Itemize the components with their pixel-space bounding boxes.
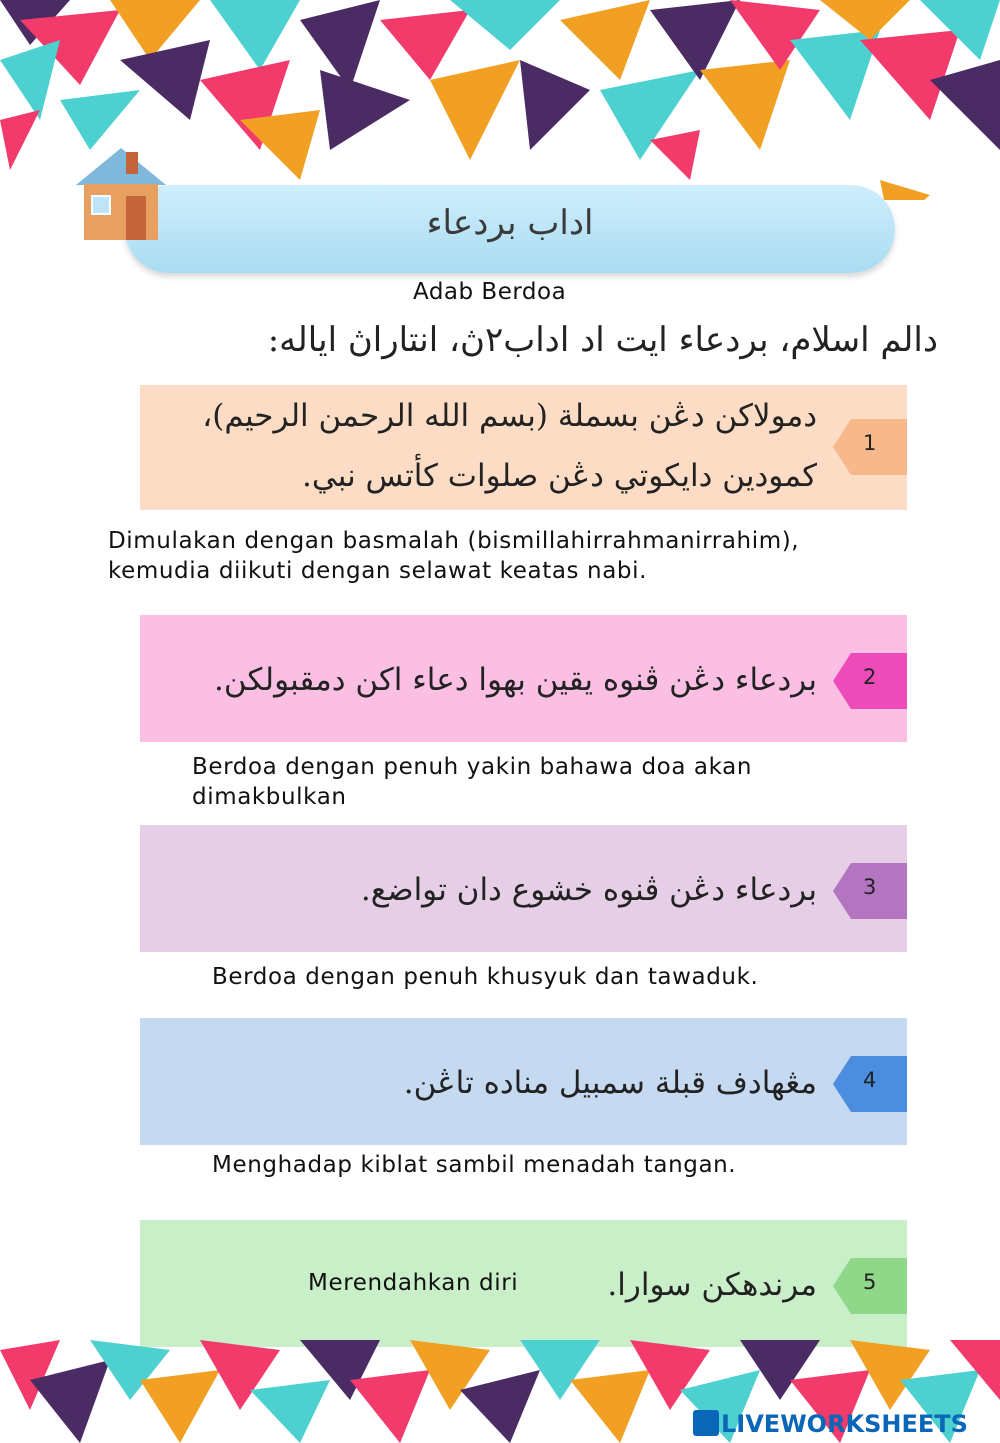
house-icon (66, 140, 176, 245)
item-1-number: 1 (863, 431, 877, 455)
item-3-translation: Berdoa dengan penuh khusyuk dan tawaduk. (212, 964, 759, 990)
item-5-translation: Merendahkan diri (308, 1270, 519, 1296)
item-2-jawi: بردعاء دڠن ڤنوه يقين بهوا دعاء اكن دمقبولكن. (214, 662, 817, 698)
item-2-translation-line1: Berdoa dengan penuh yakin bahawa doa akan (192, 754, 753, 780)
intro-text-jawi: دالم اسلام، بردعاء ايت اد اداب٢ڽ، انتاراڽ اياله: (267, 320, 938, 360)
liveworksheets-logo-icon (693, 1410, 719, 1436)
item-panel-4 (140, 1018, 907, 1145)
item-1-jawi-line1: دمولاكن دڠن بسملة (بسم الله الرحمن الرحيم)، (202, 398, 817, 434)
item-panel-3 (140, 825, 907, 952)
item-2-number-tag (833, 653, 907, 709)
item-4-jawi: مڠهادف قبلة سمبيل مناده تاڠن. (403, 1065, 817, 1101)
item-2-translation-line2: dimakbulkan (192, 784, 347, 810)
item-panel-5 (140, 1220, 907, 1347)
liveworksheets-watermark (693, 1410, 968, 1438)
item-4-number-tag (833, 1056, 907, 1112)
item-5-number-tag (833, 1258, 907, 1314)
item-5-number: 5 (863, 1270, 877, 1294)
item-3-number: 3 (863, 875, 877, 899)
page-title-jawi: اداب بردعاء (426, 203, 594, 243)
item-panel-2 (140, 615, 907, 742)
item-4-translation: Menghadap kiblat sambil menadah tangan. (212, 1152, 737, 1178)
title-banner (125, 185, 895, 273)
page-title-translation: Adab Berdoa (413, 279, 567, 305)
item-1-jawi-line2: كمودين دايكوتي دڠن صلوات كأتس نبي. (302, 458, 817, 494)
item-1-translation-line2: kemudia diikuti dengan selawat keatas nabi. (108, 558, 647, 584)
item-5-jawi: مرندهكن سوارا. (607, 1267, 817, 1303)
item-3-number-tag (833, 863, 907, 919)
item-3-jawi: بردعاء دڠن ڤنوه خشوع دان تواضع. (360, 872, 817, 908)
item-4-number: 4 (863, 1068, 877, 1092)
item-panel-1 (140, 385, 907, 510)
item-1-number-tag (833, 419, 907, 475)
item-1-translation-line1: Dimulakan dengan basmalah (bismillahirrahmanirrahim), (108, 528, 800, 554)
watermark-text: LIVEWORKSHEETS (721, 1410, 968, 1438)
item-2-number: 2 (863, 665, 877, 689)
